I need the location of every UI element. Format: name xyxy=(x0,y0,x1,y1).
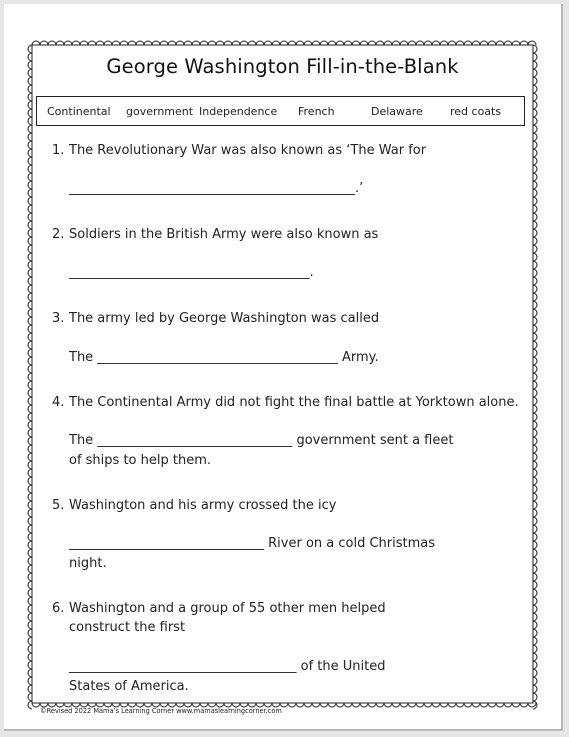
answer-line: The ______________________________ government sent a fleet xyxy=(69,433,454,448)
answer-line: _____________________________________. xyxy=(69,265,314,280)
question-prompt-continued: construct the first xyxy=(69,620,186,635)
word-bank-item: red coats xyxy=(450,105,502,118)
question-number: 3. xyxy=(52,311,65,326)
question-prompt: Soldiers in the British Army were also known as xyxy=(69,227,379,242)
answer-line: The _____________________________________ Army. xyxy=(69,350,379,365)
word-bank-item: government xyxy=(126,105,194,118)
question-prompt: Washington and a group of 55 other men helped xyxy=(69,601,386,616)
worksheet-page xyxy=(4,4,563,731)
answer-line: ____________________________________________.’ xyxy=(69,181,364,196)
question-number: 5. xyxy=(52,498,65,513)
answer-line-continued: States of America. xyxy=(69,679,189,694)
answer-line: ______________________________ River on a cold Christmas xyxy=(69,536,436,551)
question-prompt: The Continental Army did not fight the final battle at Yorktown alone. xyxy=(69,395,519,410)
answer-line-continued: night. xyxy=(69,556,107,571)
question-prompt: The Revolutionary War was also known as ‘The War for xyxy=(69,143,427,158)
word-bank-item: Continental xyxy=(47,105,111,118)
page-title: George Washington Fill-in-the-Blank xyxy=(106,55,459,78)
word-bank-item: Independence xyxy=(199,105,278,118)
question-prompt: Washington and his army crossed the icy xyxy=(69,498,337,513)
copyright-footer: ©Revised 2022 Mama’s Learning Corner www.mamaslearningcorner.com xyxy=(40,707,282,715)
question-number: 6. xyxy=(52,601,65,616)
word-bank xyxy=(36,96,525,126)
worksheet-frame xyxy=(24,37,541,711)
answer-line-continued: of ships to help them. xyxy=(69,453,211,468)
question-number: 1. xyxy=(52,143,65,158)
answer-line: ___________________________________ of the United xyxy=(69,659,386,674)
word-bank-item: Delaware xyxy=(371,105,423,118)
question-number: 4. xyxy=(52,395,65,410)
word-bank-item: French xyxy=(298,105,335,118)
question-number: 2. xyxy=(52,227,65,242)
question-prompt: The army led by George Washington was called xyxy=(69,311,380,326)
